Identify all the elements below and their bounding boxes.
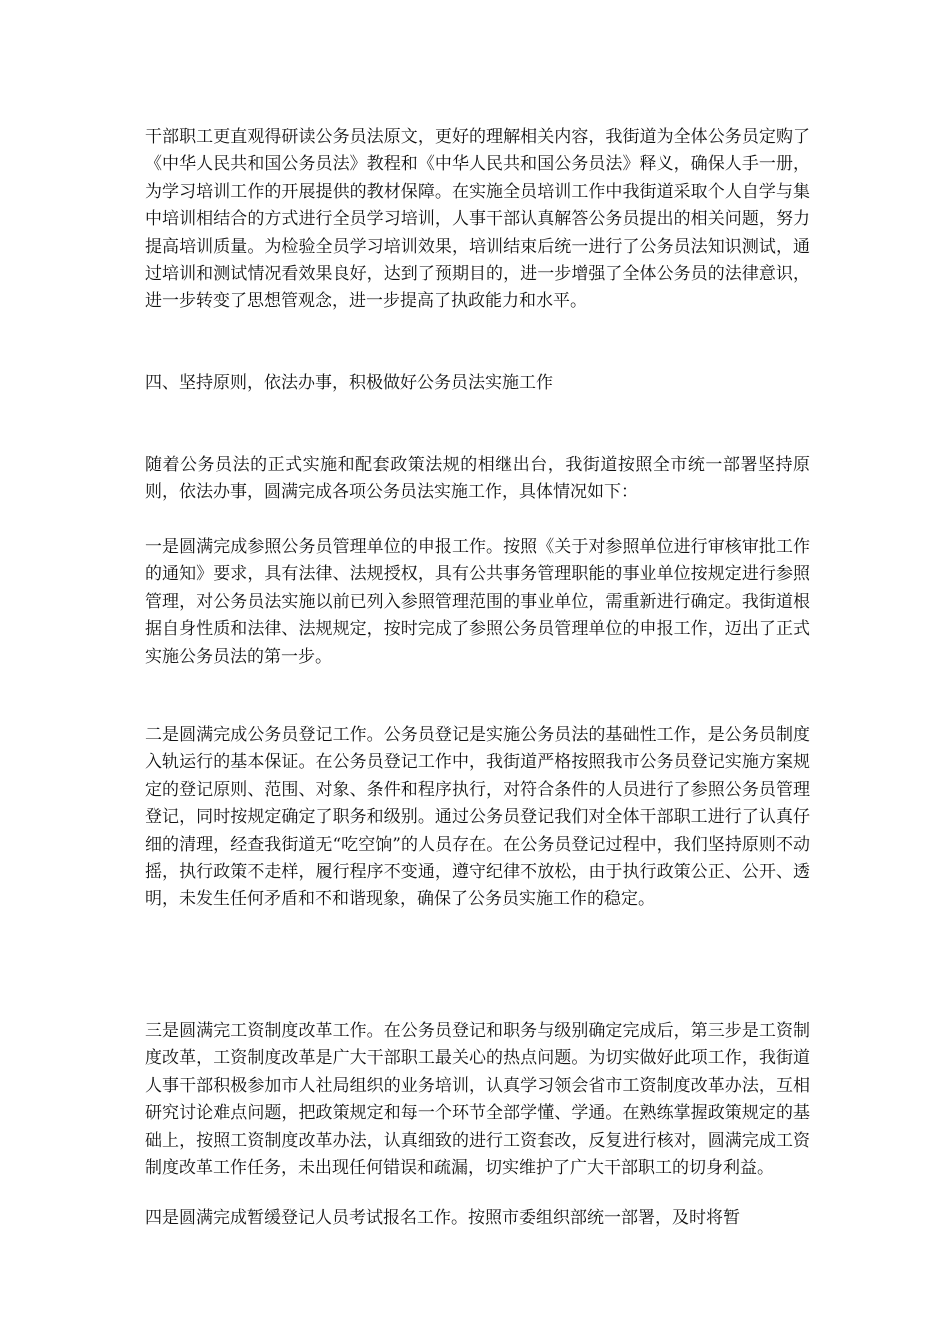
section-heading-4: 四、坚持原则，依法办事，积极做好公务员法实施工作 xyxy=(145,373,553,393)
paragraph-item-2: 二是圆满完成公务员登记工作。公务员登记是实施公务员法的基础性工作，是公务员制度入轨运行的基本保证。在公务员登记工作中，我街道严格按照我市公务员登记实施方案规定的登记原则、范围、对象、条件和程序执行，对符合条件的人员进行了参照公务员管理登记，同时按规定确定了职务和级别。通过公务员登记我们对全体干部职工进行了认真仔细的清理，经查我街道无“吃空饷”的人员存在。在公务员登记过程中，我们坚持原则不动摇，执行政策不走样，履行程序不变通，遵守纪律不放松，由于执行政策公正、公开、透明，未发生任何矛盾和不和谐现象，确保了公务员实施工作的稳定。 xyxy=(145,725,810,910)
paragraph-item-1: 一是圆满完成参照公务员管理单位的申报工作。按照《关于对参照单位进行审核审批工作的通知》要求，具有法律、法规授权，具有公共事务管理职能的事业单位按规定进行参照管理，对公务员法实施以前已列入参照管理范围的事业单位，需重新进行确定。我街道根据自身性质和法律、法规规定，按时完成了参照公务员管理单位的申报工作，迈出了正式实施公务员法的第一步。 xyxy=(145,537,810,667)
paragraph-training: 干部职工更直观得研读公务员法原文，更好的理解相关内容，我街道为全体公务员定购了《中华人民共和国公务员法》教程和《中华人民共和国公务员法》释义，确保人手一册，为学习培训工作的开展提供的教材保障。在实施全员培训工作中我街道采取个人自学与集中培训相结合的方式进行全员学习培训，人事干部认真解答公务员提出的相关问题，努力提高培训质量。为检验全员学习培训效果，培训结束后统一进行了公务员法知识测试，通过培训和测试情况看效果良好，达到了预期目的，进一步增强了全体公务员的法律意识，进一步转变了思想管观念，进一步提高了执政能力和水平。 xyxy=(145,127,810,312)
paragraph-intro: 随着公务员法的正式实施和配套政策法规的相继出台，我街道按照全市统一部署坚持原则，依法办事，圆满完成各项公务员法实施工作，具体情况如下： xyxy=(145,455,810,503)
paragraph-item-4: 四是圆满完成暂缓登记人员考试报名工作。按照市委组织部统一部署，及时将暂 xyxy=(145,1208,740,1228)
paragraph-item-3: 三是圆满完工资制度改革工作。在公务员登记和职务与级别确定完成后，第三步是工资制度改革，工资制度改革是广大干部职工最关心的热点问题。为切实做好此项工作，我街道人事干部积极参加市人社局组织的业务培训，认真学习领会省市工资制度改革办法，互相研究讨论难点问题，把政策规定和每一个环节全部学懂、学通。在熟练掌握政策规定的基础上，按照工资制度改革办法，认真细致的进行工资套改，反复进行核对，圆满完成工资制度改革工作任务，未出现任何错误和疏漏，切实维护了广大干部职工的切身利益。 xyxy=(145,1021,810,1179)
